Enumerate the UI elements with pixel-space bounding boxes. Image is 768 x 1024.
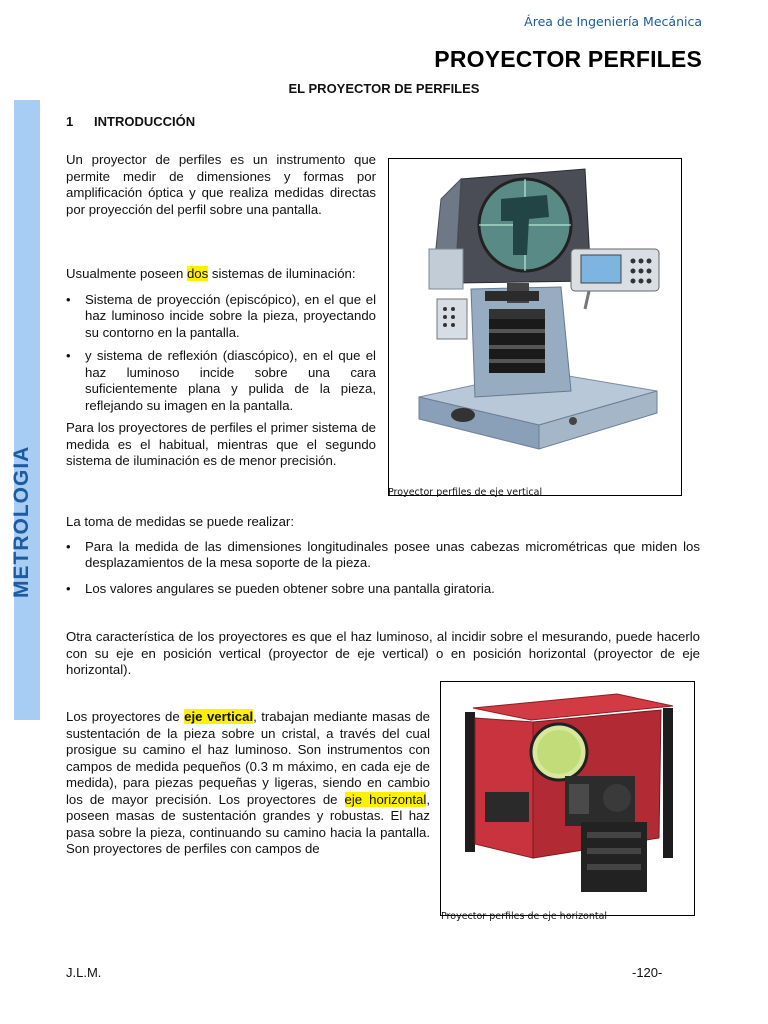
list-item: • Para la medida de las dimensiones longitudinales posee unas cabezas micrométricas que miden los desplazamientos de la mesa soporte de la pieza. <box>66 539 700 572</box>
highlight-eje-horizontal: eje horizontal <box>344 791 427 807</box>
document-subtitle: EL PROYECTOR DE PERFILES <box>288 81 480 96</box>
illumination-list <box>66 292 376 415</box>
highlight-dos: dos <box>186 266 209 281</box>
vertical-projector-caption: Proyector perfiles de eje vertical <box>388 487 543 498</box>
illumination-block <box>66 266 376 470</box>
list-item: • Sistema de proyección (episcópico), en el que el haz luminoso incide sobre la pieza, proyectando su contorno en la pantalla. <box>66 292 376 342</box>
highlight-eje-vertical: eje vertical <box>184 709 254 724</box>
vertical-projector-image <box>389 159 681 495</box>
intro-paragraph: Un proyector de perfiles es un instrumento que permite medir de dimensiones y formas por amplificación óptica y que realiza medidas directas por proyección del perfil sobre una pantalla. <box>66 152 376 217</box>
list-item: • y sistema de reflexión (diascópico), en el que el haz luminoso incide sobre una cara suficientemente plana y pulida de la pieza, reflejando su imagen en la pantalla. <box>66 348 376 414</box>
vertical-projector-figure <box>388 158 682 496</box>
axis-paragraph: Otra característica de los proyectores es que el haz luminoso, al incidir sobre el mesurando, puede hacerlo con su eje en posición vertical (proyector de eje vertical) o en posición horizontal (proyector de eje horizontal). <box>66 629 700 677</box>
section-heading <box>66 114 195 129</box>
page-title: PROYECTOR PERFILES <box>434 46 702 72</box>
illumination-paragraph: Usualmente poseen dos sistemas de iluminación: <box>66 266 356 281</box>
measures-list <box>66 539 700 598</box>
footer-page-number: -120- <box>632 965 663 980</box>
horizontal-projector-figure <box>440 681 695 916</box>
sidebar-label: METROLOGIA <box>10 445 33 598</box>
department-header: Área de Ingeniería Mecánica <box>524 14 702 29</box>
systems-paragraph: Para los proyectores de perfiles el primer sistema de medida es el habitual, mientras que el segundo sistema de iluminación es de menor precisión. <box>66 420 376 468</box>
section-number: 1 <box>66 114 74 129</box>
sidebar-band <box>10 100 40 720</box>
vertical-axis-paragraph: Los proyectores de eje vertical, trabajan mediante masas de sustentación de la pieza sobre un cristal, a través del cual prosigue su camino el haz luminoso. Son instrumentos con campos de medida pequeños (0.3 m máximo, en cada eje de medida), para piezas pequeñas y ligeras, siendo en cambio los de mayor precisión. Los proyectores de eje horizontal, poseen masas de sustentación grandes y robustas. El haz pasa sobre la pieza, continuando su camino hacia la pantalla. Son proyectores de perfiles con campos de <box>66 709 430 856</box>
measures-intro: La toma de medidas se puede realizar: <box>66 514 294 529</box>
section-title: INTRODUCCIÓN <box>94 114 196 129</box>
footer-author: J.L.M. <box>66 965 102 980</box>
horizontal-projector-image <box>441 682 694 915</box>
list-item: • Los valores angulares se pueden obtener sobre una pantalla giratoria. <box>66 581 700 598</box>
horizontal-projector-caption: Proyector perfiles de eje horizontal <box>441 911 608 922</box>
measures-block <box>66 514 700 597</box>
